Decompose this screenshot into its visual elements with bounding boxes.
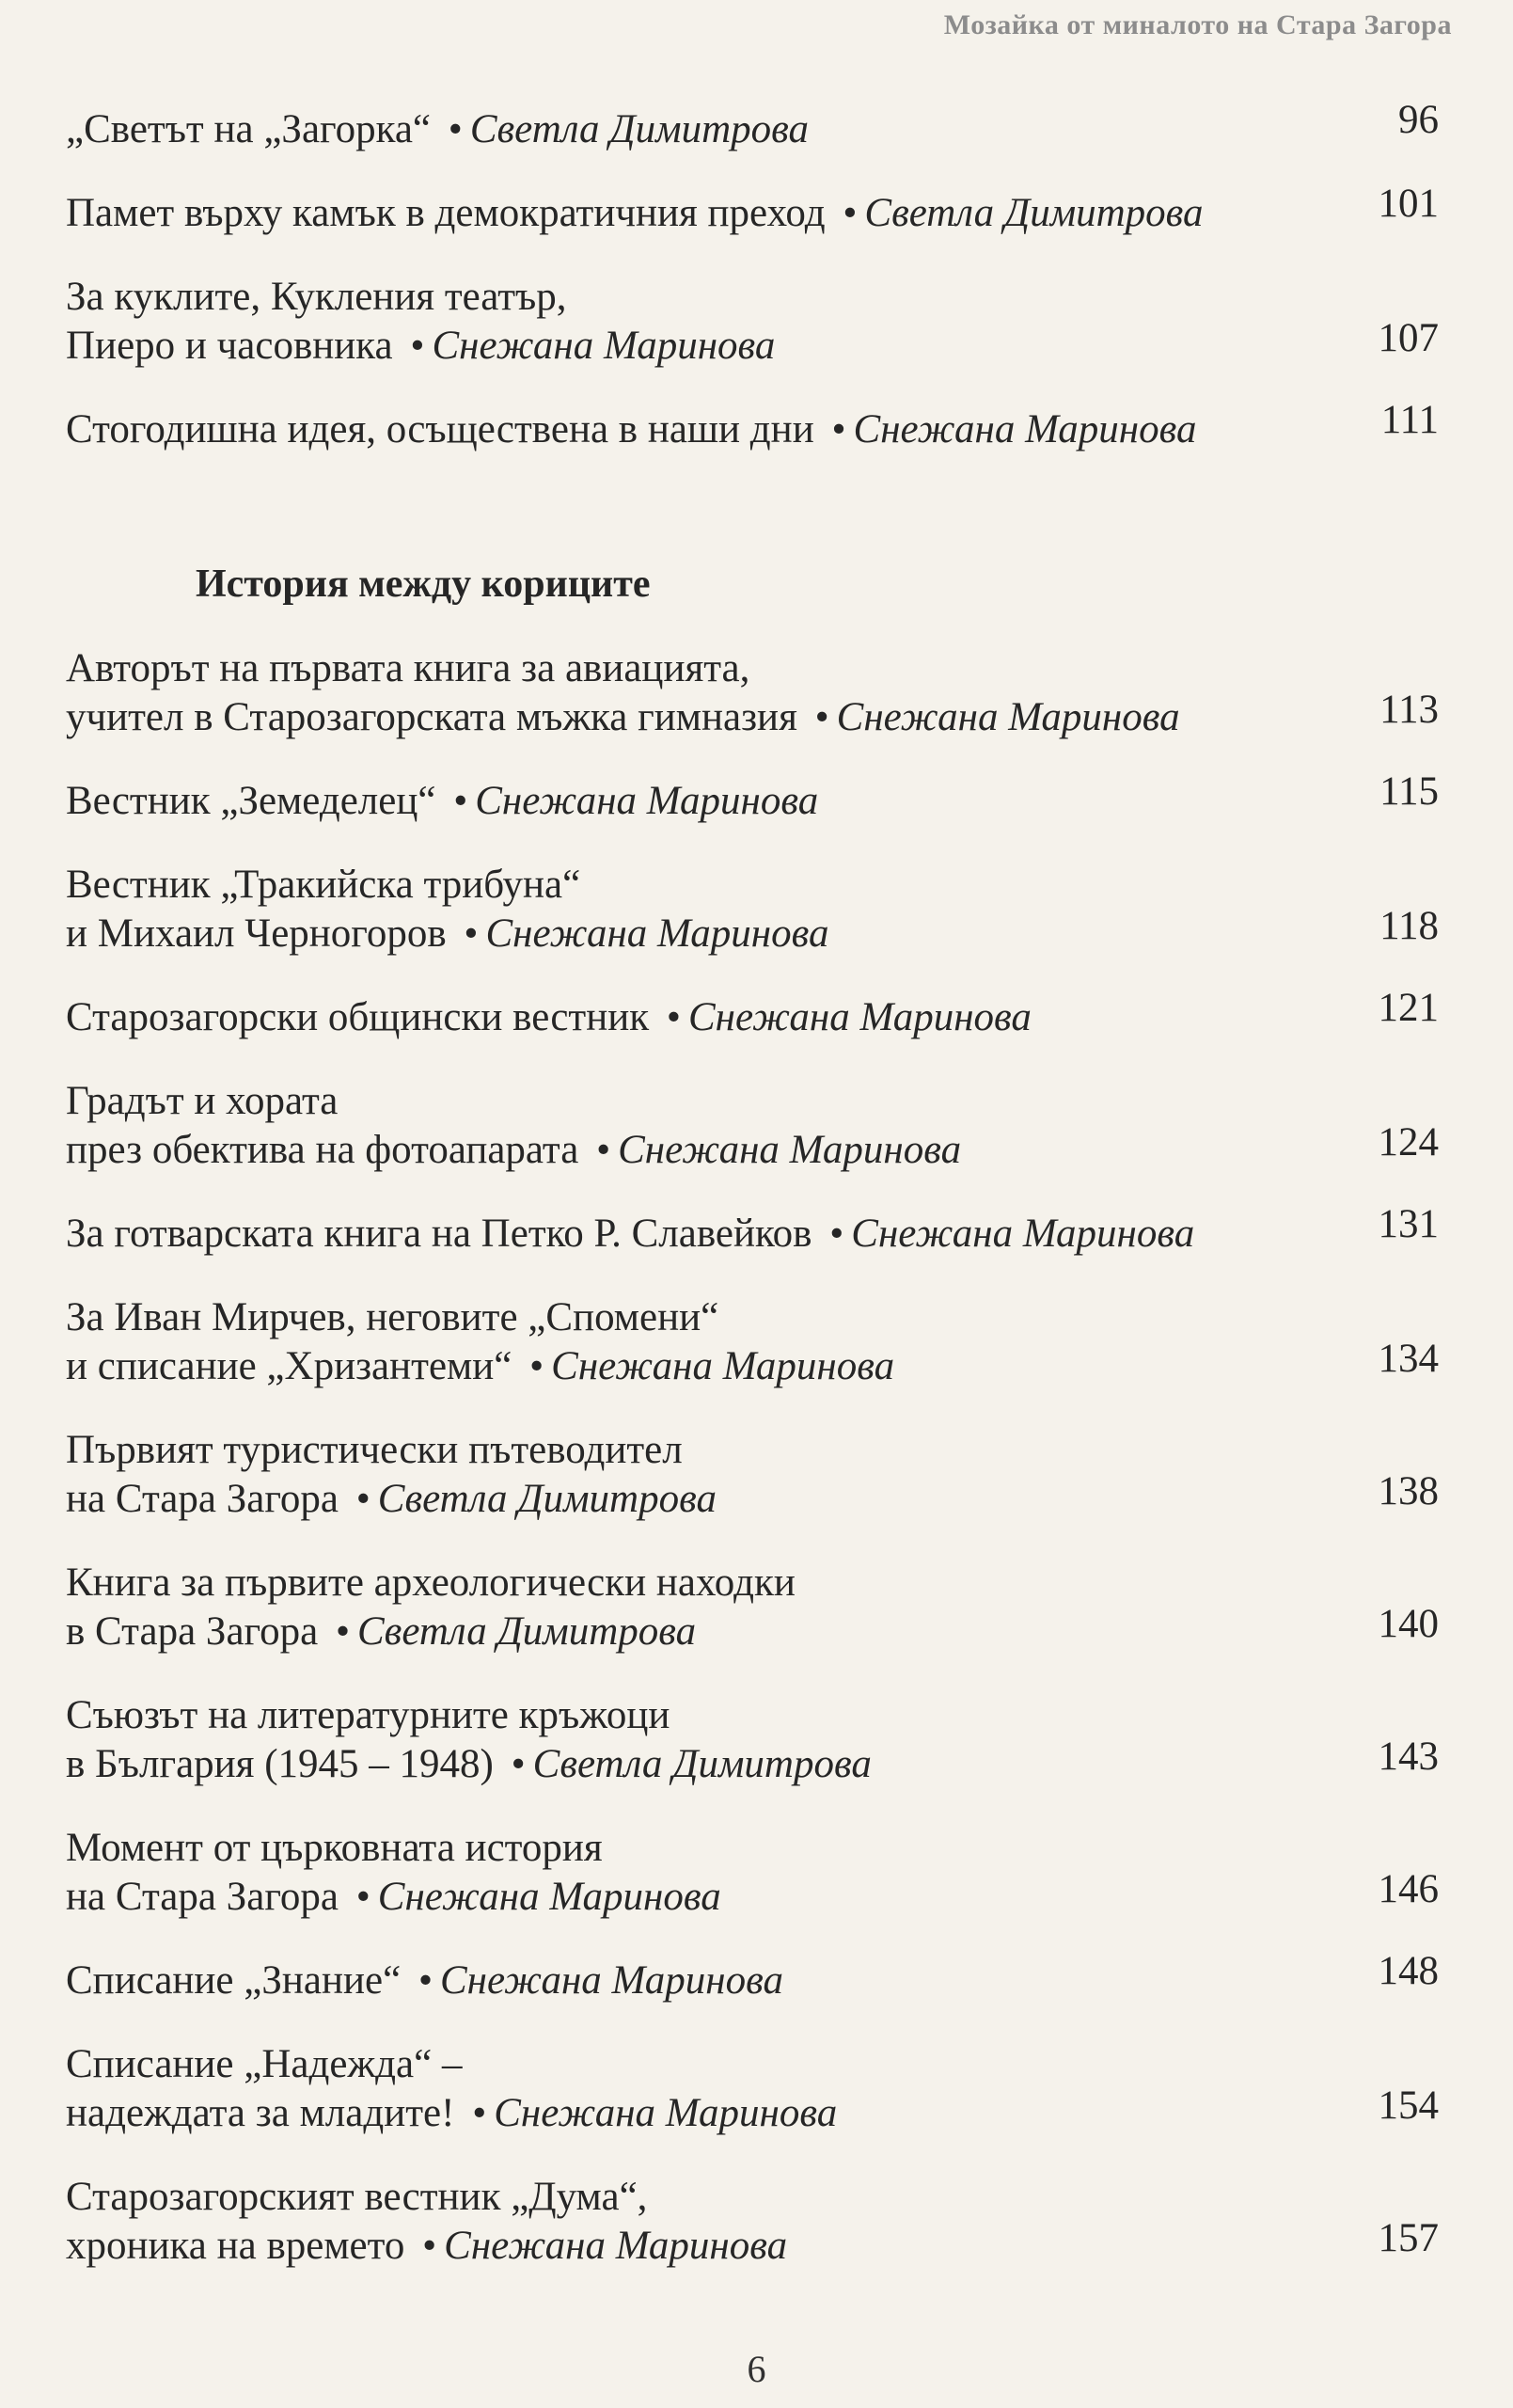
toc-entry (66, 1077, 1439, 1175)
toc-entry-author: Светла Димитрова (377, 1477, 717, 1521)
toc-entry-title-line (66, 405, 1345, 454)
toc-entry-page-number: 118 (1379, 904, 1439, 948)
toc-entry-title-line (66, 322, 1345, 371)
toc-entry (66, 644, 1439, 742)
toc-entry-title-line: Първият туристически пътеводител (66, 1428, 683, 1472)
toc-entry-title-text: надеждата за младите! (66, 2091, 455, 2135)
toc-entry-title-line (66, 2222, 1345, 2271)
toc-entry-title-text: на Стара Загора (66, 1477, 339, 1521)
toc-entry-title-text: хроника на времето (66, 2224, 405, 2268)
toc-entry-page-number: 146 (1378, 1867, 1439, 1911)
bullet-separator: • (355, 1477, 370, 1521)
toc-entry-title-text: учител в Старозагорската мъжка гимназия (66, 695, 797, 739)
toc-entry-page-number: 115 (1379, 769, 1439, 814)
toc-entry-page-number: 140 (1378, 1602, 1439, 1646)
toc-entry-page-number: 157 (1378, 2216, 1439, 2260)
section-heading: История между кориците (196, 562, 651, 606)
toc-entry-title-line: Съюзът на литературните кръжоци (66, 1693, 670, 1737)
bullet-separator: • (472, 2091, 487, 2135)
toc-entry-page-number: 134 (1378, 1337, 1439, 1381)
toc-entry-title-line (66, 1740, 1345, 1789)
toc-entry-page-number: 138 (1378, 1469, 1439, 1513)
toc-entry-title-line (66, 1873, 1345, 1922)
toc-entry-title-text: Вестник „Земеделец“ (66, 779, 436, 823)
toc-entry (66, 769, 1439, 826)
toc-entry-title-text: Старозагорски общински вестник (66, 995, 650, 1039)
toc-entry-title-line: Списание „Надежда“ – (66, 2042, 463, 2086)
toc-entry-author: Снежана Маринова (687, 995, 1032, 1039)
toc-entry-title-line (66, 1210, 1345, 1259)
toc-entry-title-line: За куклите, Кукления театър, (66, 275, 567, 319)
toc-entry-page-number: 96 (1398, 98, 1439, 142)
bullet-separator: • (355, 1875, 370, 1919)
toc-entry-title-line: Авторът на първата книга за авиацията, (66, 646, 750, 690)
toc-entry-author: Светла Димитрова (357, 1609, 697, 1654)
toc-entry-page-number: 154 (1378, 2083, 1439, 2128)
toc-entry-title-line: Момент от църковната история (66, 1826, 603, 1870)
bullet-separator: • (843, 191, 858, 235)
toc-entry-title-line (66, 2089, 1345, 2138)
toc-entry-author: Снежана Маринова (851, 1212, 1195, 1256)
toc-entry-title-text: в Стара Загора (66, 1609, 319, 1654)
toc-entry-title-line: За Иван Мирчев, неговите „Спомени“ (66, 1295, 719, 1339)
toc-entry-title-text: Стогодишна идея, осъществена в наши дни (66, 407, 814, 452)
toc-entry-author: Снежана Маринова (618, 1128, 962, 1172)
toc-entry-title-line: Градът и хората (66, 1079, 339, 1123)
bullet-separator: • (418, 1958, 433, 2003)
toc-entry-author: Снежана Маринова (853, 407, 1197, 452)
toc-entry-title-text: на Стара Загора (66, 1875, 339, 1919)
toc-entry-author: Снежана Маринова (551, 1344, 895, 1388)
toc-entry-page-number: 111 (1380, 398, 1439, 442)
toc-entry (66, 1691, 1439, 1789)
bullet-separator: • (666, 995, 681, 1039)
page-number: 6 (747, 2348, 766, 2390)
toc-entry (66, 1949, 1439, 2005)
bullet-separator: • (814, 695, 829, 739)
toc-entry (66, 182, 1439, 238)
bullet-separator: • (335, 1609, 350, 1654)
toc-entry-title-text: и списание „Хризантеми“ (66, 1344, 512, 1388)
toc-entry-title-line (66, 1956, 1345, 2005)
toc-entry-page-number: 101 (1378, 182, 1439, 226)
toc-entry-title-line (66, 105, 1345, 154)
toc-entry-author: Снежана Маринова (440, 1958, 783, 2003)
toc-entry-author: Снежана Маринова (475, 779, 819, 823)
toc-entry-title-line (66, 1475, 1345, 1524)
toc-entry-author: Снежана Маринова (494, 2091, 838, 2135)
toc-entry-page-number: 148 (1378, 1949, 1439, 1993)
toc-entry (66, 2040, 1439, 2138)
toc-entry (66, 986, 1439, 1042)
bullet-separator: • (453, 779, 468, 823)
bullet-separator: • (410, 324, 425, 368)
toc-entry-title-line (66, 189, 1345, 238)
bullet-separator: • (831, 407, 846, 452)
running-head: Мозайка от миналото на Стара Загора (943, 9, 1452, 40)
toc-entry-page-number: 131 (1378, 1202, 1439, 1246)
toc-entry-author: Снежана Маринова (444, 2224, 788, 2268)
toc-entry (66, 1202, 1439, 1259)
toc-entry-page-number: 107 (1378, 316, 1439, 360)
toc-entry-title-text: За готварската книга на Петко Р. Славейков (66, 1212, 812, 1256)
table-of-contents (66, 98, 1439, 2305)
toc-entry-page-number: 121 (1378, 986, 1439, 1030)
toc-group-2 (66, 644, 1439, 2271)
toc-entry-title-text: Пиеро и часовника (66, 324, 393, 368)
bullet-separator: • (422, 2224, 437, 2268)
toc-entry (66, 1824, 1439, 1922)
toc-entry-title-line: Книга за първите археологически находки (66, 1560, 796, 1605)
toc-entry-author: Светла Димитрова (532, 1742, 872, 1786)
toc-entry-author: Светла Димитрова (864, 191, 1204, 235)
toc-entry-title-line (66, 1342, 1345, 1391)
bullet-separator: • (596, 1128, 611, 1172)
toc-entry (66, 1293, 1439, 1391)
toc-entry-title-line (66, 1608, 1345, 1656)
toc-entry-title-text: Списание „Знание“ (66, 1958, 402, 2003)
toc-entry (66, 273, 1439, 371)
toc-entry-page-number: 124 (1378, 1120, 1439, 1164)
toc-entry-author: Снежана Маринова (836, 695, 1180, 739)
bullet-separator: • (511, 1742, 526, 1786)
toc-entry-title-line (66, 1126, 1345, 1175)
toc-entry (66, 98, 1439, 154)
bullet-separator: • (464, 911, 479, 956)
toc-entry-title-text: в България (1945 – 1948) (66, 1742, 494, 1786)
toc-entry (66, 1426, 1439, 1524)
bullet-separator: • (448, 107, 463, 151)
toc-entry-title-line (66, 777, 1345, 826)
bullet-separator: • (529, 1344, 544, 1388)
toc-entry-title-text: Памет върху камък в демократичния преход (66, 191, 826, 235)
toc-entry-page-number: 113 (1379, 688, 1439, 732)
toc-entry-title-line (66, 910, 1345, 958)
toc-entry-author: Снежана Маринова (485, 911, 829, 956)
bullet-separator: • (829, 1212, 844, 1256)
toc-entry-author: Снежана Маринова (377, 1875, 721, 1919)
toc-group-1 (66, 98, 1439, 454)
toc-entry-title-line (66, 693, 1345, 742)
toc-entry-title-text: „Светът на „Загорка“ (66, 107, 432, 151)
toc-entry-title-text: през обектива на фотоапарата (66, 1128, 579, 1172)
toc-entry (66, 1559, 1439, 1656)
toc-entry-author: Снежана Маринова (432, 324, 776, 368)
toc-entry-title-text: и Михаил Черногоров (66, 911, 447, 956)
toc-entry-title-line: Вестник „Тракийска трибуна“ (66, 863, 581, 907)
toc-entry-title-line: Старозагорският вестник „Дума“, (66, 2175, 648, 2219)
toc-entry (66, 861, 1439, 958)
toc-entry-author: Светла Димитрова (469, 107, 809, 151)
toc-entry-page-number: 143 (1378, 1735, 1439, 1779)
toc-entry-title-line (66, 993, 1345, 1042)
toc-entry (66, 398, 1439, 454)
toc-entry (66, 2173, 1439, 2271)
